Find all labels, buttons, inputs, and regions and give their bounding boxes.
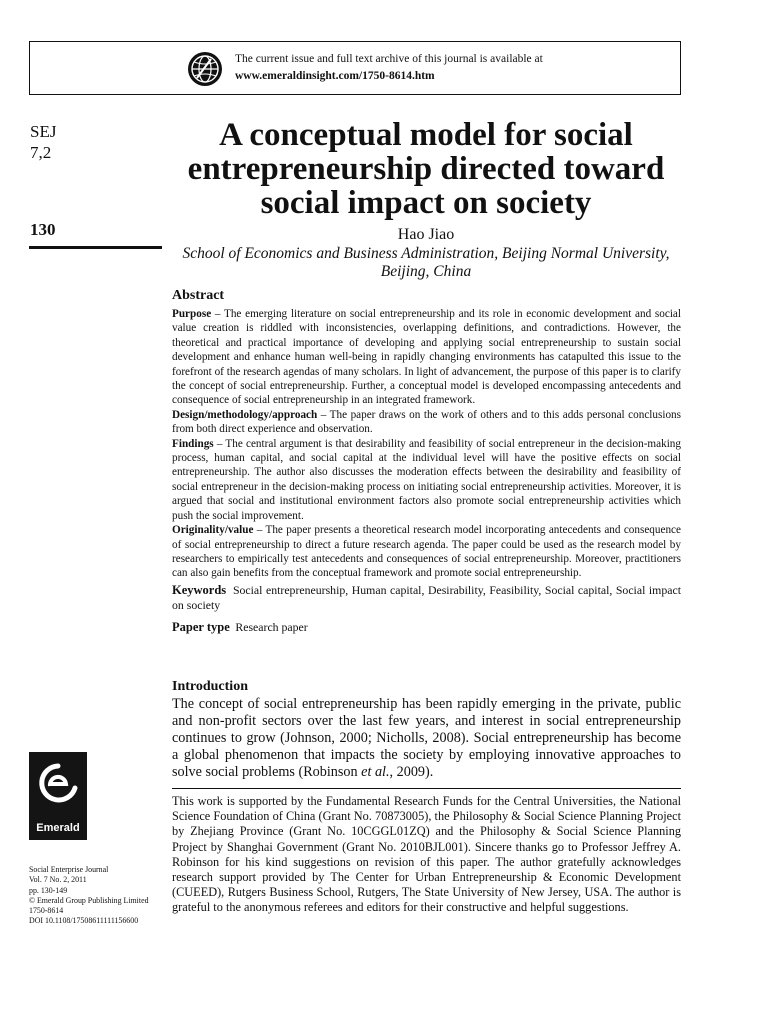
intro-text-etal: et al.	[361, 763, 390, 780]
journal-abbreviation	[30, 121, 56, 163]
emerald-logo	[29, 752, 87, 840]
abstract-findings	[172, 437, 681, 523]
page-range: pp. 130-149	[29, 885, 68, 895]
abstract-body	[172, 307, 681, 635]
design-text: – The paper draws on the work of others and to this adds personal conclusions from both direct experience and observation.	[172, 408, 681, 436]
author-affiliation: School of Economics and Business Administration, Beijing Normal University, Beijing, China	[182, 245, 670, 280]
paper-type-label: Paper type	[172, 619, 230, 634]
originality-text: – The paper presents a theoretical research model incorporating antecedents and consequence of social entrepreneurship to direct a future research agenda. The paper could be used as the research model by researchers to empirically test antecedents and consequences of social entrepreneurship. Moreover, practitioners can also gain benefits from the conceptual framework and promote social entrepreneurship.	[172, 524, 681, 580]
volume-line: Vol. 7 No. 2, 2011	[29, 875, 87, 885]
keywords	[172, 583, 681, 614]
paper-type-text: Research paper	[235, 619, 308, 634]
page-number: 130	[30, 220, 56, 239]
keywords-text: Social entrepreneurship, Human capital, Desirability, Feasibility, Social capital, Social impact on society	[172, 582, 681, 613]
emerald-e-icon	[36, 760, 80, 810]
copyright: © Emerald Group Publishing Limited	[29, 895, 149, 905]
findings-text: – The central argument is that desirability and feasibility of social entrepreneur in the decision-making process, human capital, and social capital at the individual level will have the positive effects on social entrepreneurship. The author also discusses the moderation effects between the desirability and feasibility of social entrepreneur in the decision-making process on initiating social entrepreneurship activities. Moreover, it is argued that social and institutional environment factors also promote social entrepreneurship activities which push the social improvement.	[172, 437, 681, 522]
introduction-text	[172, 696, 681, 781]
page-number-rule	[29, 246, 162, 249]
author-name: Hao Jiao	[397, 226, 455, 243]
journal-archive-banner	[29, 41, 681, 95]
emerald-logo-text: Emerald	[36, 822, 80, 834]
findings-label: Findings	[172, 437, 214, 450]
design-label: Design/methodology/approach	[172, 408, 318, 421]
paper-type	[172, 620, 681, 635]
doi: DOI 10.1108/17508611111156600	[29, 916, 139, 926]
globe-icon	[187, 51, 223, 87]
journal-name: Social Enterprise Journal	[29, 865, 109, 874]
abstract-originality	[172, 523, 681, 581]
acknowledgement-footnote: This work is supported by the Fundamental Research Funds for the Central Universities, the National Science Foundation of China (Grant No. 70873005), the Philosophy & Social Science Planning Project by Zhejiang Province (Grant No. 10CGGL01ZQ) and the Philosophy & Social Science Planning Project by Shanghai Government (Grant No. 2010BJL001). Sincere thanks go to Professor Jeffrey A. Robinson for his kind suggestions on revision of this paper. The author gratefully acknowledges research support provided by The Center for Urban Entrepreneurship & Economic Development (CUEED), Rutgers Business School, Rutgers, The State University of New Jersey, USA. The author is grateful to the anonymous referees and editors for their constructive and helpful suggestions.	[172, 794, 681, 915]
abstract-heading: Abstract	[172, 288, 225, 303]
archive-url-link[interactable]: www.emeraldinsight.com/1750-8614.htm	[235, 70, 435, 82]
journal-abbr: SEJ	[30, 122, 57, 141]
abstract-purpose	[172, 307, 681, 408]
volume-issue: 7,2	[30, 143, 52, 162]
keywords-label: Keywords	[172, 582, 227, 597]
purpose-label: Purpose	[172, 308, 212, 320]
originality-label: Originality/value	[172, 524, 254, 537]
archive-notice: The current issue and full text archive of this journal is available at	[235, 53, 543, 65]
article-title: A conceptual model for social entrepreneurship directed toward social impact on society	[187, 117, 665, 221]
footnote-divider	[172, 788, 681, 789]
publication-info	[29, 865, 169, 927]
issn: 1750-8614	[29, 906, 64, 916]
intro-text-end: , 2009).	[389, 763, 434, 780]
intro-text-main: The concept of social entrepreneurship has been rapidly emerging in the private, public and non-profit sectors over the last few years, and interest in social entrepreneurship continues to grow (Johnson, 2000; Nicholls, 2008). Social entrepreneurship has become a global phenomenon that impacts the society by employing innovative approaches to solve social problems (Robinson	[172, 696, 681, 780]
purpose-text: – The emerging literature on social entrepreneurship and its role in economic development and social value creation is riddled with inconsistencies, overlapping definitions, and contradictions. However, the theoretical and practical importance of developing and applying social entrepreneurship to sustain social development and enhance human well-being in rapidly changing environments has catapulted this issue to the forefront of the research agendas of many scholars. In light of advancement, the purpose of this paper is to clarify the concept of social entrepreneurship. Further, a conceptual model is developed encompassing antecedents and consequence of social entrepreneurship in an integrated framework.	[172, 308, 681, 407]
abstract-design	[172, 408, 681, 437]
introduction-heading: Introduction	[172, 679, 248, 694]
